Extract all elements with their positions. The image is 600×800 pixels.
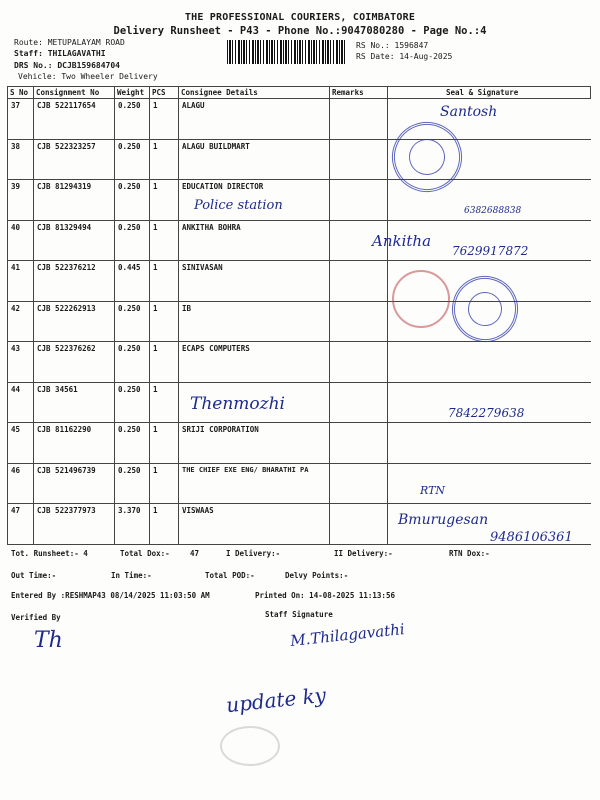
- table-row: [8, 342, 591, 383]
- cell-sno: 41: [8, 261, 34, 302]
- table-row: [8, 139, 591, 180]
- verified-signature: Th: [34, 628, 63, 653]
- cell-consignment: CJB 522377973: [34, 504, 115, 545]
- handwritten-thenmozhi: Thenmozhi: [190, 394, 285, 414]
- cell-remarks: [330, 180, 388, 221]
- runsheet-subtitle: Delivery Runsheet - P43 - Phone No.:9047080280 - Page No.:4: [113, 25, 487, 37]
- in-time: In Time:-: [111, 571, 152, 580]
- verified-by-label: Verified By: [11, 613, 61, 622]
- col-remarks: Remarks: [330, 87, 388, 99]
- cell-consignment: CJB 522376212: [34, 261, 115, 302]
- total-dox-value: 47: [190, 549, 200, 558]
- cell-sno: 46: [8, 463, 34, 504]
- total-runsheet: Tot. Runsheet:- 4: [11, 549, 88, 558]
- cell-weight: 3.370: [115, 504, 150, 545]
- table-row: [8, 423, 591, 464]
- out-time: Out Time:-: [11, 571, 57, 580]
- cell-consignee: ALAGU BUILDMART: [179, 139, 330, 180]
- table-row: [8, 463, 591, 504]
- staff-signature-label: Staff Signature: [265, 610, 333, 619]
- cell-signature: [388, 342, 591, 383]
- total-pod: Total POD:-: [205, 571, 255, 580]
- red-seal-stamp: [392, 270, 450, 328]
- route-text: Route: METUPALAYAM ROAD: [14, 38, 125, 47]
- cell-weight: 0.250: [115, 423, 150, 464]
- cell-weight: 0.250: [115, 342, 150, 383]
- cell-weight: 0.250: [115, 301, 150, 342]
- cell-consignment: CJB 521496739: [34, 463, 115, 504]
- vehicle-text: Vehicle: Two Wheeler Delivery: [18, 72, 158, 81]
- cell-remarks: [330, 139, 388, 180]
- cell-pcs: 1: [150, 301, 179, 342]
- cell-weight: 0.250: [115, 463, 150, 504]
- cell-consignment: CJB 34561: [34, 382, 115, 423]
- total-dox-label: Total Dox:-: [120, 549, 170, 558]
- cell-remarks: [330, 99, 388, 140]
- cell-remarks: [330, 504, 388, 545]
- delvy-points: Delvy Points:-: [285, 571, 349, 580]
- company-title: THE PROFESSIONAL COURIERS, COIMBATORE: [184, 12, 416, 23]
- printed-on: Printed On: 14-08-2025 11:13:56: [255, 591, 395, 600]
- cell-pcs: 1: [150, 180, 179, 221]
- rs-date: RS Date: 14-Aug-2025: [356, 52, 453, 61]
- col-seal-signature: Seal & Signature: [388, 87, 591, 99]
- cell-sno: 43: [8, 342, 34, 383]
- cell-consignment: CJB 81329494: [34, 220, 115, 261]
- cell-remarks: [330, 261, 388, 302]
- col-consignee: Consignee Details: [179, 87, 330, 99]
- cell-consignment: CJB 522117654: [34, 99, 115, 140]
- handwritten-police-station: Police station: [194, 198, 283, 213]
- cell-weight: 0.250: [115, 180, 150, 221]
- cell-weight: 0.250: [115, 99, 150, 140]
- cell-sno: 42: [8, 301, 34, 342]
- cell-signature: [388, 423, 591, 464]
- rs-number: RS No.: 1596847: [356, 41, 429, 50]
- cell-signature: [388, 463, 591, 504]
- cell-pcs: 1: [150, 139, 179, 180]
- table-row: [8, 99, 591, 140]
- staff-signature: M.Thilagavathi: [289, 620, 406, 650]
- handwritten-phone-row39: 6382688838: [464, 206, 522, 216]
- handwritten-bmurugesan: Bmurugesan: [398, 512, 489, 528]
- cell-weight: 0.445: [115, 261, 150, 302]
- handwritten-update-note: update ky: [225, 682, 328, 718]
- cell-sno: 47: [8, 504, 34, 545]
- col-weight: Weight: [115, 87, 150, 99]
- col-pcs: PCS: [150, 87, 179, 99]
- handwritten-phone-row40: 7629917872: [452, 244, 529, 258]
- cell-remarks: [330, 301, 388, 342]
- handwritten-phone-row47: 9486106361: [490, 530, 573, 545]
- cell-consignee: SRIJI CORPORATION: [179, 423, 330, 464]
- cell-remarks: [330, 423, 388, 464]
- entered-by: Entered By :RESHMAP43 08/14/2025 11:03:50 AM: [11, 591, 210, 600]
- cell-consignment: CJB 81162290: [34, 423, 115, 464]
- cell-pcs: 1: [150, 423, 179, 464]
- faint-stamp: [220, 726, 280, 766]
- col-sno: S No: [8, 87, 34, 99]
- signature-row40: Ankitha: [372, 232, 432, 250]
- cell-pcs: 1: [150, 99, 179, 140]
- cell-sno: 40: [8, 220, 34, 261]
- cell-pcs: 1: [150, 342, 179, 383]
- cell-consignee: IB: [179, 301, 330, 342]
- cell-sno: 44: [8, 382, 34, 423]
- cell-consignment: CJB 522323257: [34, 139, 115, 180]
- col-consignment: Consignment No: [34, 87, 115, 99]
- drs-value: DCJB159684704: [57, 61, 120, 70]
- cell-pcs: 1: [150, 463, 179, 504]
- drs-label: DRS No.:: [14, 61, 53, 70]
- cell-pcs: 1: [150, 382, 179, 423]
- drs-number: [14, 60, 120, 71]
- handwritten-phone-row44: 7842279638: [448, 406, 525, 420]
- signature-row37: Santosh: [440, 104, 498, 120]
- cell-consignee: THE CHIEF EXE ENG/ BHARATHI PA: [179, 463, 330, 504]
- ii-delivery: II Delivery:-: [334, 549, 393, 558]
- cell-consignment: CJB 81294319: [34, 180, 115, 221]
- cell-weight: 0.250: [115, 220, 150, 261]
- cell-sno: 39: [8, 180, 34, 221]
- cell-remarks: [330, 342, 388, 383]
- cell-weight: 0.250: [115, 139, 150, 180]
- handwritten-rtn: RTN: [420, 484, 446, 497]
- staff-text: Staff: THILAGAVATHI: [14, 49, 106, 58]
- cell-consignee: ECAPS COMPUTERS: [179, 342, 330, 383]
- barcode: [227, 40, 347, 64]
- cell-pcs: 1: [150, 261, 179, 302]
- cell-consignee: EDUCATION DIRECTOR: [179, 180, 330, 221]
- cell-consignee: VISWAAS: [179, 504, 330, 545]
- i-delivery: I Delivery:-: [226, 549, 281, 558]
- cell-consignee: ALAGU: [179, 99, 330, 140]
- rtn-dox: RTN Dox:-: [449, 549, 490, 558]
- cell-consignee: SINIVASAN: [179, 261, 330, 302]
- cell-consignment: CJB 522262913: [34, 301, 115, 342]
- cell-consignee: ANKITHA BOHRA: [179, 220, 330, 261]
- cell-pcs: 1: [150, 504, 179, 545]
- cell-weight: 0.250: [115, 382, 150, 423]
- table-header-row: [8, 87, 591, 99]
- cell-consignment: CJB 522376262: [34, 342, 115, 383]
- cell-pcs: 1: [150, 220, 179, 261]
- cell-sno: 38: [8, 139, 34, 180]
- cell-sno: 45: [8, 423, 34, 464]
- cell-remarks: [330, 382, 388, 423]
- cell-sno: 37: [8, 99, 34, 140]
- cell-remarks: [330, 463, 388, 504]
